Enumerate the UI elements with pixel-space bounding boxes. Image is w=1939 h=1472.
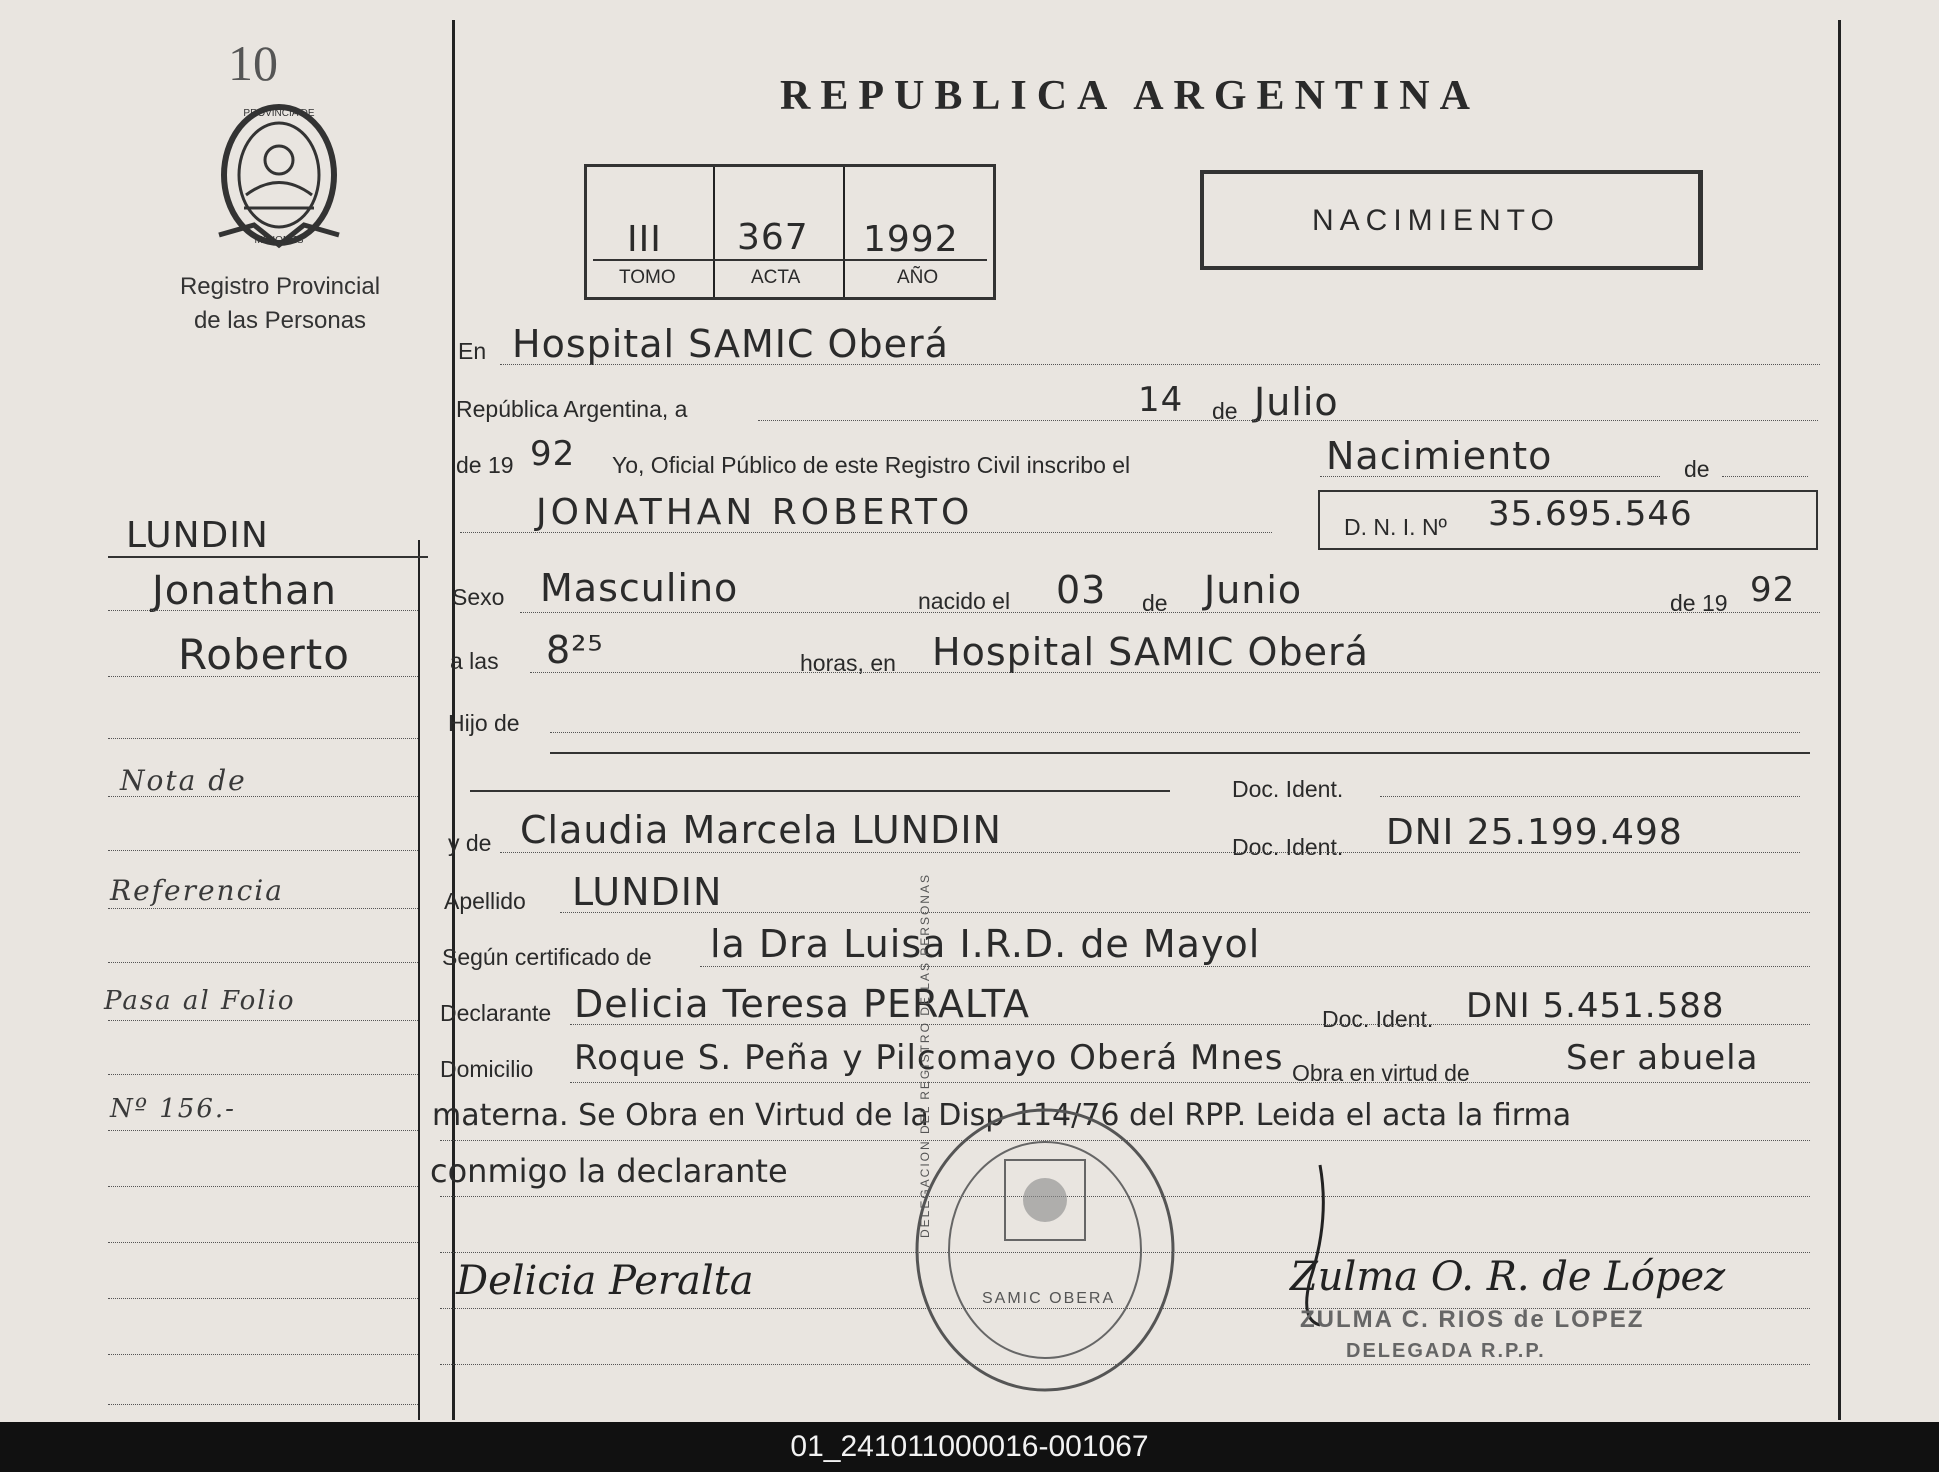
de-label-2: de [1684, 456, 1710, 482]
margin-note-2: Referencia [110, 874, 284, 907]
form-rule [460, 532, 1272, 533]
anio-label: AÑO [897, 267, 939, 288]
domicilio-value: Roque S. Peña y Pilcomayo Oberá Mnes [574, 1038, 1284, 1078]
registry-line-1: Registro Provincial [179, 273, 381, 300]
sexo-value: Masculino [540, 566, 739, 610]
declarant-signature: Delicia Peralta [456, 1258, 754, 1304]
official-stamp-role: DELEGADA R.P.P. [1346, 1340, 1546, 1362]
margin-rule [108, 1298, 418, 1299]
margin-surname: LUNDIN [126, 515, 269, 556]
tomo-label: TOMO [619, 267, 676, 288]
margin-rule [108, 962, 418, 963]
month-value: Julio [1254, 380, 1339, 424]
form-rule [1320, 476, 1660, 477]
horas-label: horas, en [800, 650, 896, 676]
form-rule [758, 420, 1818, 421]
remarks-line-2: conmigo la declarante [430, 1152, 788, 1190]
registry-name [140, 270, 420, 338]
form-rule [560, 912, 1810, 913]
form-rule [550, 732, 1800, 733]
father-doc-label: Doc. Ident. [1232, 776, 1344, 802]
form-rule [570, 1024, 1810, 1025]
margin-rule [108, 610, 418, 611]
record-number-box [584, 164, 996, 300]
form-rule [530, 672, 1820, 673]
margin-rule [108, 1130, 418, 1131]
margin-rule [108, 1074, 418, 1075]
stamp-icon [910, 1100, 1180, 1400]
margin-surname-rule [108, 556, 428, 558]
dni-box [1318, 490, 1818, 550]
margin-column-divider [418, 540, 420, 1420]
en-value: Hospital SAMIC Oberá [512, 322, 949, 366]
de-label: de [1212, 398, 1238, 424]
record-type: NACIMIENTO [1312, 204, 1560, 237]
box-divider [843, 167, 845, 297]
form-rule-solid [550, 752, 1810, 754]
svg-text:MISIONES: MISIONES [254, 235, 304, 246]
en-label: En [458, 338, 487, 364]
declarante-label: Declarante [440, 1000, 552, 1026]
dni-value: 35.695.546 [1488, 494, 1693, 534]
stamp-inner-text: SAMIC OBERA [982, 1290, 1116, 1307]
misiones-seal-icon [214, 100, 344, 250]
declarante-value: Delicia Teresa PERALTA [574, 982, 1031, 1026]
child-name: JONATHAN ROBERTO [536, 492, 974, 533]
margin-rule [108, 1020, 418, 1021]
acta-value: 367 [737, 217, 809, 258]
a-las-label: a las [450, 648, 499, 674]
official-stamp [910, 873, 1180, 1400]
margin-given-name-1: Jonathan [152, 568, 338, 614]
margin-rule [108, 1186, 418, 1187]
form-rule [500, 364, 1820, 365]
segun-label: Según certificado de [442, 944, 652, 970]
declarante-doc-label: Doc. Ident. [1322, 1006, 1434, 1032]
right-page-border [1838, 20, 1841, 1420]
republica-label: República Argentina, a [456, 396, 688, 422]
birth-year-short: 92 [1750, 570, 1796, 610]
obra-label: Obra en virtud de [1292, 1060, 1470, 1086]
apellido-value: LUNDIN [572, 870, 723, 914]
sexo-label: Sexo [452, 584, 505, 610]
margin-rule [108, 908, 418, 909]
yde-label: y de [448, 830, 492, 856]
form-rule [1722, 476, 1808, 477]
margin-note-4: Nº 156.- [110, 1094, 236, 1124]
remarks-line-1: materna. Se Obra en Virtud de la Disp 114/76 del RPP. Leida el acta la firma [432, 1098, 1572, 1133]
page-title: REPUBLICA ARGENTINA [780, 73, 1480, 119]
nacido-label: nacido el [918, 588, 1011, 614]
margin-rule [108, 1354, 418, 1355]
act-type: Nacimiento [1326, 434, 1553, 478]
birth-de-label: de [1142, 590, 1168, 616]
form-rule [570, 1082, 1810, 1083]
yo-text: Yo, Oficial Público de este Registro Civil inscribo el [612, 452, 1131, 478]
svg-text:PROVINCIA DE: PROVINCIA DE [243, 108, 315, 119]
obra-value: Ser abuela [1566, 1038, 1759, 1078]
box-divider [713, 167, 715, 297]
margin-given-name-2: Roberto [178, 630, 350, 679]
day-value: 14 [1138, 380, 1184, 420]
tomo-value: III [627, 219, 662, 260]
form-rule-solid [470, 790, 1170, 792]
mother-doc: DNI 25.199.498 [1386, 812, 1683, 853]
form-rule [500, 852, 1800, 853]
scan-id-footer: 01_241011000016-001067 [0, 1422, 1939, 1472]
signature-flourish-icon [1280, 1160, 1370, 1330]
domicilio-label: Domicilio [440, 1056, 534, 1082]
stamp-outer-text: DELEGACION DEL REGISTRO DE LAS PERSONAS [918, 873, 932, 1238]
official-stamp-name: ZULMA C. RIOS de LOPEZ [1300, 1306, 1645, 1333]
de19-label: de 19 [456, 452, 514, 478]
acta-label: ACTA [751, 267, 801, 288]
margin-rule [108, 738, 418, 739]
hijo-label: Hijo de [448, 710, 520, 736]
birth-de19-label: de 19 [1670, 590, 1728, 616]
birth-place: Hospital SAMIC Oberá [932, 630, 1369, 674]
mother-name: Claudia Marcela LUNDIN [520, 808, 1002, 852]
margin-rule [108, 1242, 418, 1243]
birth-month: Junio [1204, 568, 1303, 612]
declarante-doc: DNI 5.451.588 [1466, 986, 1725, 1026]
margin-rule [108, 850, 418, 851]
certificado-value: la Dra Luisa I.R.D. de Mayol [710, 922, 1261, 966]
form-rule [1380, 796, 1800, 797]
birth-day: 03 [1056, 568, 1107, 612]
hour-value: 8²⁵ [546, 628, 604, 672]
page-number: 10 [228, 35, 278, 91]
dni-label: D. N. I. Nº [1344, 514, 1447, 540]
margin-rule [108, 1404, 418, 1405]
margin-note-1: Nota de [120, 764, 247, 797]
margin-rule [108, 676, 418, 677]
form-rule [520, 612, 1820, 613]
year-short: 92 [530, 434, 576, 474]
form-rule [700, 966, 1810, 967]
registry-line-2: de las Personas [193, 307, 367, 334]
margin-note-3: Pasa al Folio [104, 986, 296, 1016]
record-type-box [1200, 170, 1703, 270]
mother-doc-label: Doc. Ident. [1232, 834, 1344, 860]
anio-value: 1992 [863, 219, 959, 260]
margin-rule [108, 796, 418, 797]
apellido-label: Apellido [444, 888, 526, 914]
official-signature: Zulma O. R. de López [1290, 1254, 1726, 1300]
